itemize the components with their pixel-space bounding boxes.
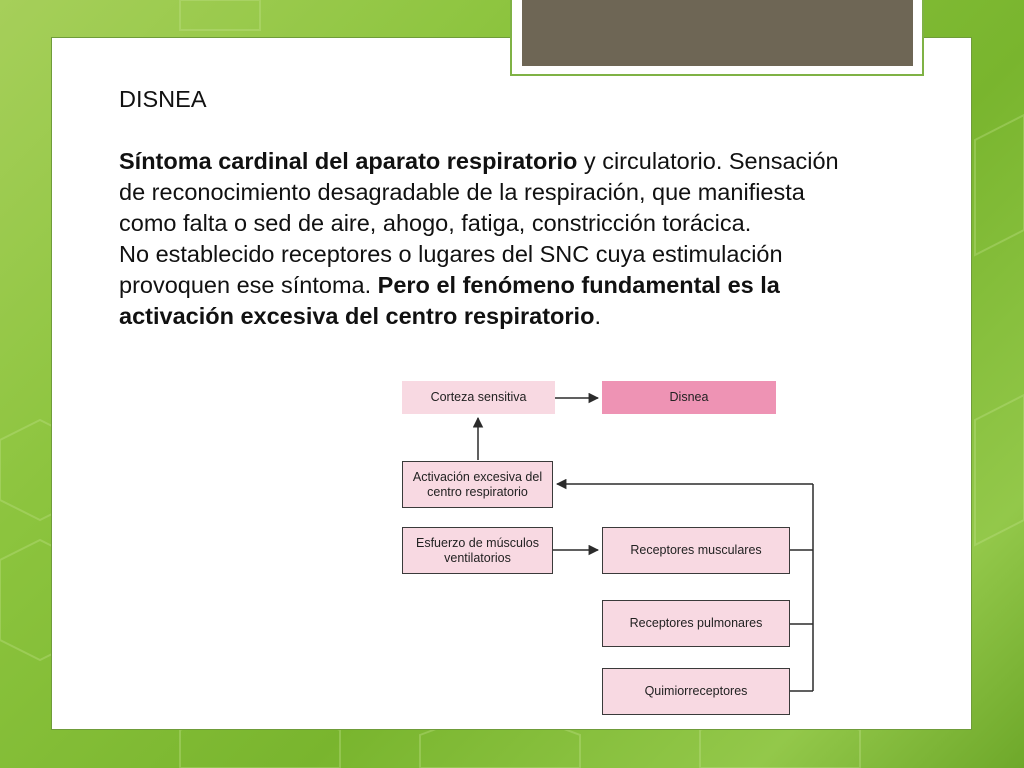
node-receptores-musculares: Receptores musculares bbox=[602, 527, 790, 574]
node-quimiorreceptores: Quimiorreceptores bbox=[602, 668, 790, 715]
paragraph-2-bold: Pero el fenómeno fundamental es la activación excesiva del centro respiratorio bbox=[119, 272, 780, 329]
paragraph-1-bold: Síntoma cardinal del aparato respiratorio bbox=[119, 148, 578, 174]
paragraph-1 bbox=[119, 146, 839, 239]
paragraph-2 bbox=[119, 239, 839, 332]
paragraph-1-rest: y circulatorio. Sensación de reconocimiento desagradable de la respiración, que manifiesta como falta o sed de aire, ahogo, fatiga, constricción torácica. bbox=[119, 148, 839, 236]
slide-body bbox=[119, 84, 839, 332]
node-receptores-pulmonares: Receptores pulmonares bbox=[602, 600, 790, 647]
node-esfuerzo-musculos: Esfuerzo de músculos ventilatorios bbox=[402, 527, 553, 574]
node-disnea: Disnea bbox=[602, 381, 776, 414]
title-placeholder bbox=[522, 0, 913, 66]
slide-heading: DISNEA bbox=[119, 86, 207, 112]
paragraph-2-plain: No establecido receptores o lugares del SNC cuya estimulación provoquen ese síntoma. bbox=[119, 241, 783, 298]
paragraph-2-end: . bbox=[594, 303, 601, 329]
node-activacion-excesiva: Activación excesiva del centro respiratorio bbox=[402, 461, 553, 508]
node-corteza-sensitiva: Corteza sensitiva bbox=[402, 381, 555, 414]
